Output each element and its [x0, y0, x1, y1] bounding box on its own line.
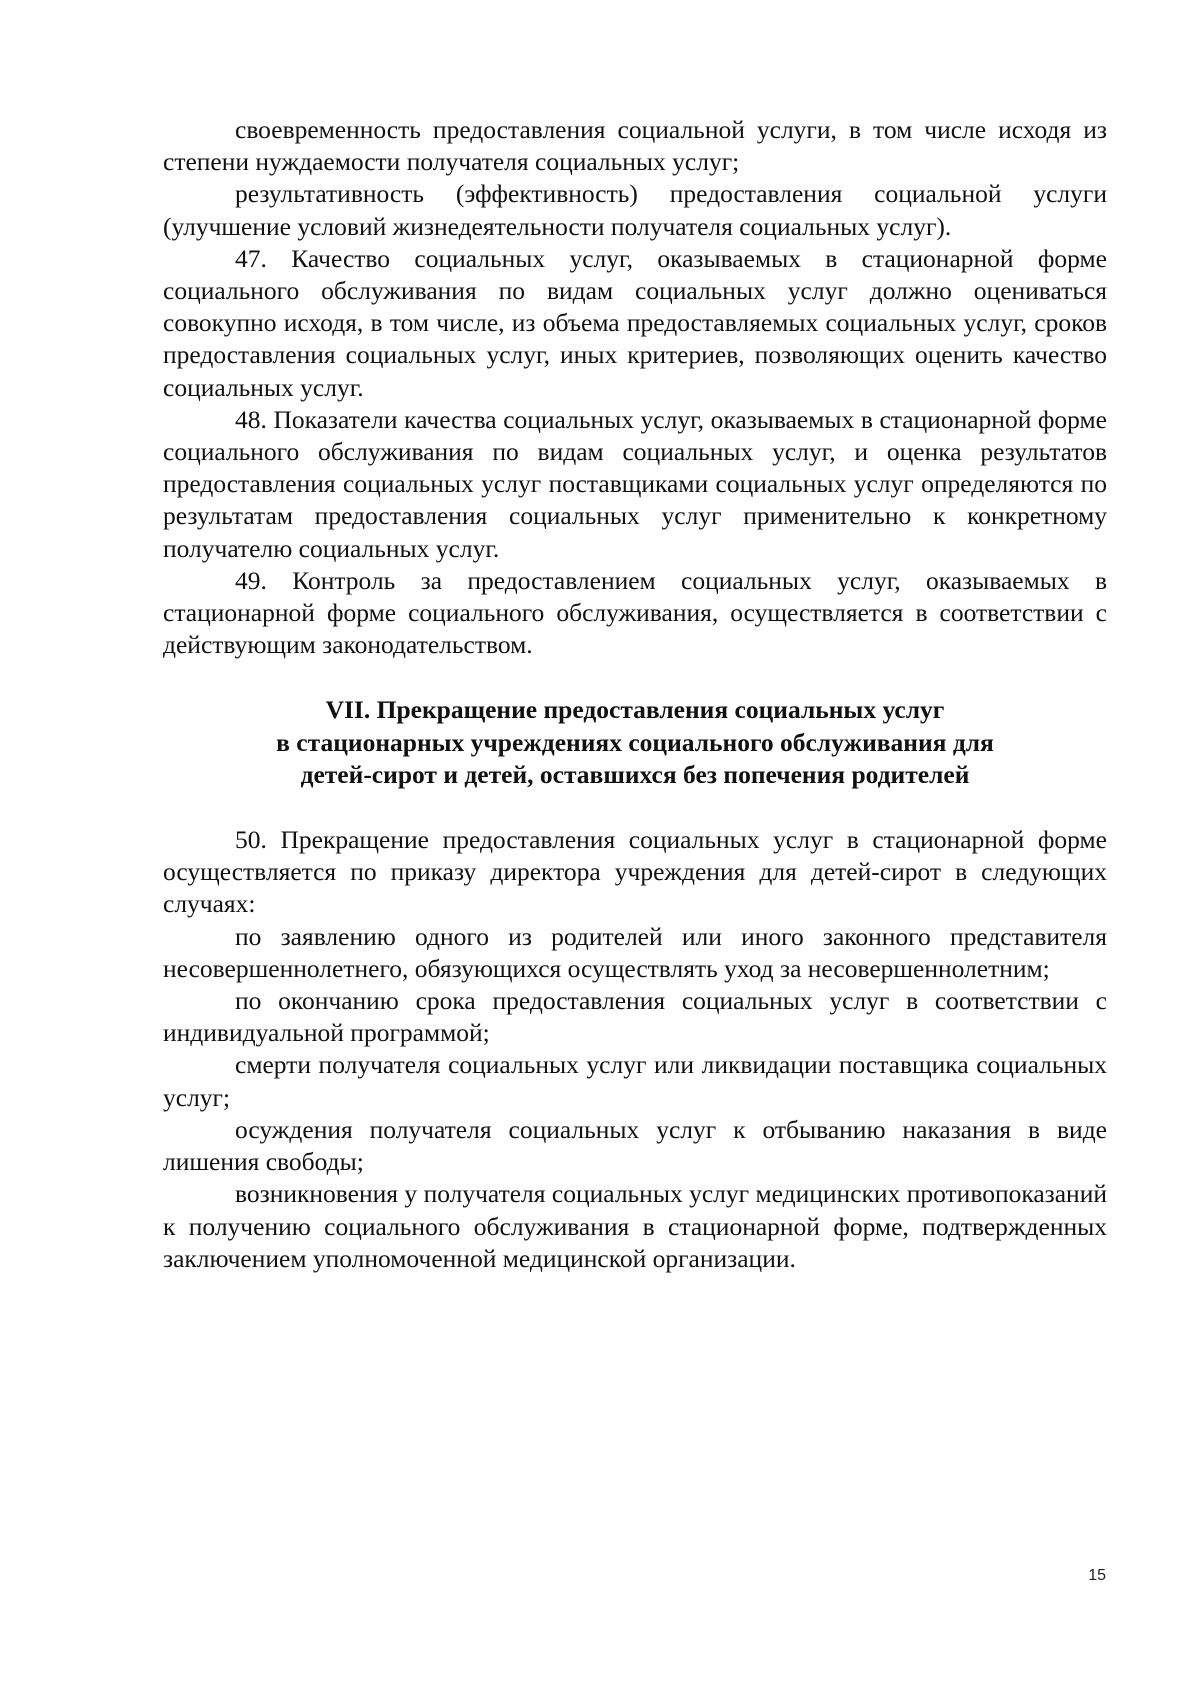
paragraph-47: 47. Качество социальных услуг, оказываемых в стационарной форме социального обслуживания по видам социальных услуг должно оцениваться совокупно исходя, в том числе, из объема предоставляемых социальных услуг, сроков предоставления социальных услуг, иных критериев, позволяющих оценить качество социальных услуг.: [163, 243, 1107, 402]
document-page: [163, 114, 1107, 1275]
list-item-medical-contraindications: возникновения у получателя социальных услуг медицинских противопоказаний к получению социального обслуживания в стационарной форме, подтвержденных заключением уполномоченной медицинской организации.: [163, 1179, 1107, 1273]
paragraph-50: 50. Прекращение предоставления социальных услуг в стационарной форме осуществляется по приказу директора учреждения для детей-сирот в следующих случаях:: [163, 825, 1107, 919]
section-heading-line-1: VII. Прекращение предоставления социальных услуг: [325, 695, 945, 725]
paragraph-effectiveness: результативность (эффективность) предоставления социальной услуги (улучшение условий жизнедеятельности получателя социальных услуг).: [163, 179, 1107, 241]
list-item-program-end: по окончанию срока предоставления социальных услуг в соответствии с индивидуальной программой;: [163, 986, 1107, 1048]
paragraph-49: 49. Контроль за предоставлением социальных услуг, оказываемых в стационарной форме социального обслуживания, осуществляется в соответствии с действующим законодательством.: [163, 565, 1107, 660]
list-item-death-liquidation: смерти получателя социальных услуг или ликвидации поставщика социальных услуг;: [163, 1050, 1107, 1112]
page-number: 15: [1088, 1567, 1106, 1584]
paragraph-48: 48. Показатели качества социальных услуг, оказываемых в стационарной форме социального обслуживания по видам социальных услуг, и оценка результатов предоставления социальных услуг поставщиками социальных услуг определяются по результатам предоставления социальных услуг применительно к конкретному получателю социальных услуг.: [163, 404, 1107, 563]
list-item-conviction: осуждения получателя социальных услуг к отбыванию наказания в виде лишения свободы;: [163, 1114, 1107, 1177]
section-heading-line-3: детей-сирот и детей, оставшихся без попечения родителей: [300, 759, 970, 789]
paragraph-timeliness: своевременность предоставления социальной услуги, в том числе исходя из степени нуждаемости получателя социальных услуг;: [163, 115, 1107, 177]
section-heading-line-2: в стационарных учреждениях социального обслуживания для: [276, 727, 994, 757]
section-heading: [163, 694, 1107, 791]
list-item-guardian-request: по заявлению одного из родителей или иного законного представителя несовершеннолетнего, обязующихся осуществлять уход за несовершеннолетним;: [163, 921, 1107, 983]
